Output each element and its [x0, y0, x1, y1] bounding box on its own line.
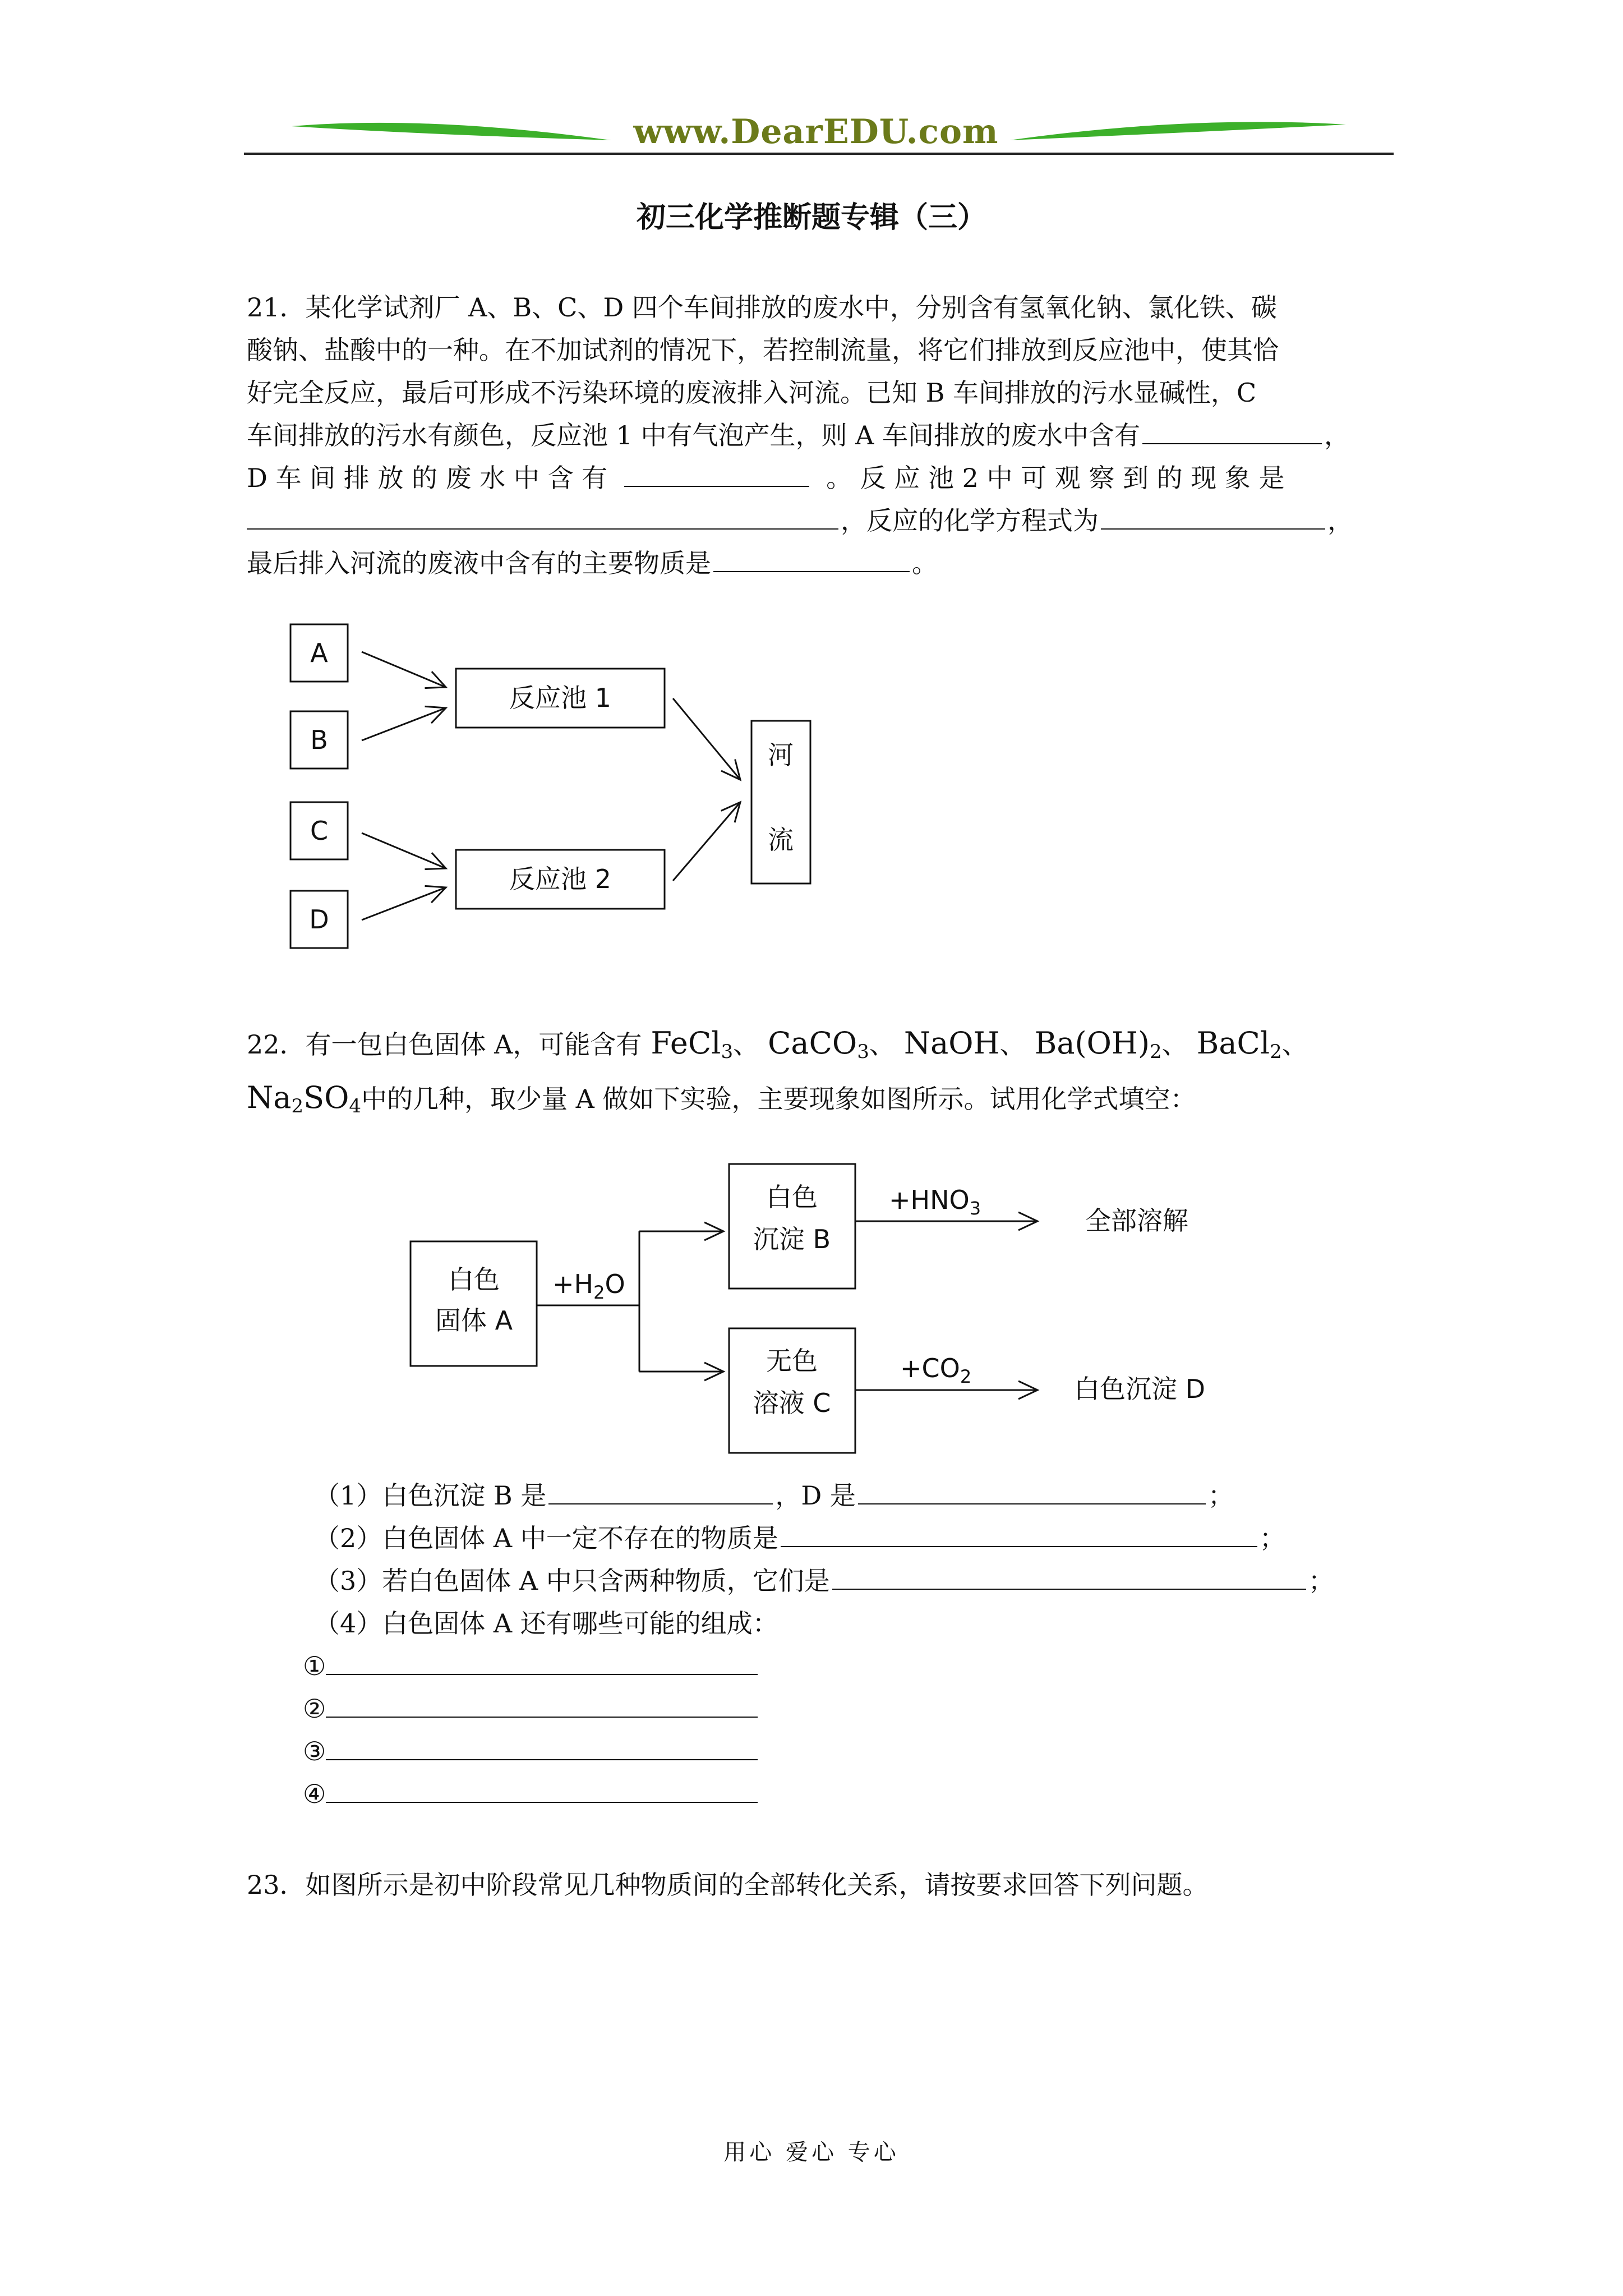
- answer-blank[interactable]: [832, 1583, 1306, 1590]
- q21-line-4: 车间排放的污水有颜色，反应池 1 中有气泡产生，则 A 车间排放的废水中含有 ，: [247, 420, 1350, 450]
- answer-blank[interactable]: [858, 1498, 1206, 1504]
- q22-line-2: $Na_2SO_4$ 中的几种，取少量 A 做如下实验，主要现象如图所示。试用化学式填空：: [247, 1076, 1391, 1128]
- source-label-b: B: [310, 725, 328, 755]
- answer-blank[interactable]: [781, 1540, 1257, 1547]
- answer-blank[interactable]: [624, 480, 809, 487]
- arrow-pool1-river: [673, 698, 740, 780]
- q23-text: 23．如图所示是初中阶段常见几种物质间的全部转化关系，请按要求回答下列问题。: [247, 1870, 1209, 1900]
- answer-blank[interactable]: [713, 565, 910, 572]
- arrow-b-pool1: [362, 708, 446, 740]
- source-box-c: [291, 802, 348, 859]
- answer-blank[interactable]: [548, 1498, 773, 1504]
- source-label-c: C: [310, 816, 329, 846]
- q22-item-2: （2）白色固体 A 中一定不存在的物质是 ；: [314, 1523, 1285, 1553]
- answer-blank[interactable]: [326, 1668, 758, 1675]
- q22-text: [247, 1022, 1391, 1128]
- answer-blank[interactable]: [247, 523, 838, 530]
- source-box-b: [291, 711, 348, 769]
- q21-text: [247, 286, 1391, 585]
- header-rule: [244, 153, 1394, 155]
- arrow-c-pool2: [362, 833, 446, 868]
- solid-a-box: [411, 1241, 537, 1366]
- option-2: ②: [303, 1687, 1447, 1730]
- q22-items: [314, 1474, 1458, 1645]
- arrow-pool2-river: [673, 802, 740, 881]
- formula-caco3: CaCO$_3$: [768, 1025, 869, 1063]
- hno3-label: $+HNO_3$: [889, 1185, 981, 1219]
- q22-line-1: 22．有一包白色固体 A，可能含有 FeCl$_3$ 、 CaCO$_3$ 、 NaOH 、 $Ba(OH)_2$ 、 BaCl$_2$ 、: [247, 1022, 1391, 1073]
- source-label-d: D: [309, 904, 329, 935]
- river-box: [751, 721, 810, 884]
- solid-a-label-2: 固体 A: [435, 1305, 513, 1336]
- pool-1-label: 反应池 1: [509, 683, 611, 713]
- page-footer: 用心 爱心 专心: [723, 2139, 900, 2165]
- sol-c-label-2: 溶液 C: [753, 1388, 831, 1418]
- q22-options: [303, 1645, 1447, 1815]
- formula-na2so4: $Na_2SO_4$: [247, 1080, 361, 1117]
- source-box-a: [291, 624, 348, 682]
- formula-baoh2: $Ba(OH)_2$: [1034, 1025, 1162, 1063]
- logo-swoosh-right: [1009, 122, 1346, 140]
- dissolve-label: 全部溶解: [1085, 1205, 1188, 1236]
- q22-item-4: （4）白色固体 A 还有哪些可能的组成：: [314, 1608, 778, 1639]
- q22-item-1: （1）白色沉淀 B 是 ，D 是 ；: [314, 1480, 1234, 1511]
- water-label: $+H_2O$: [552, 1269, 625, 1303]
- river-label-1: 河: [768, 740, 794, 770]
- q21-line-5: D 车 间 排 放 的 废 水 中 含 有 。 反 应 池 2 中 可 观 察 到 的 现 象 是: [247, 463, 1285, 493]
- q22-item-3: （3）若白色固体 A 中只含两种物质，它们是 ；: [314, 1566, 1334, 1596]
- q21-line-6: ，反应的化学方程式为 ，: [247, 499, 1391, 542]
- arrow-d-pool2: [362, 887, 446, 920]
- formula-naoh: NaOH: [903, 1025, 1000, 1061]
- header-site[interactable]: www.DearEDU.com: [633, 112, 999, 151]
- precip-b-label-2: 沉淀 B: [753, 1224, 831, 1254]
- option-3: ③: [303, 1730, 1447, 1773]
- river-label-2: 流: [768, 825, 794, 855]
- answer-blank[interactable]: [326, 1711, 758, 1718]
- page-title: 初三化学推断题专辑（三）: [636, 200, 986, 234]
- answer-blank[interactable]: [326, 1796, 758, 1803]
- sol-c-label-1: 无色: [766, 1346, 818, 1376]
- answer-blank[interactable]: [326, 1754, 758, 1760]
- q21-line-2: 酸钠、盐酸中的一种。在不加试剂的情况下，若控制流量，将它们排放到反应池中，使其恰: [247, 335, 1279, 365]
- option-1: ①: [303, 1645, 1447, 1687]
- option-4: ④: [303, 1773, 1447, 1815]
- precip-b-box: [729, 1164, 855, 1289]
- pool-2-label: 反应池 2: [509, 864, 611, 894]
- source-label-a: A: [310, 638, 328, 668]
- q21-line-1: 21．某化学试剂厂 A、B、C、D 四个车间排放的废水中，分别含有氢氧化钠、氯化铁、碳: [247, 292, 1277, 323]
- co2-label: $+CO_2$: [900, 1353, 972, 1387]
- logo-swoosh-left: [292, 123, 611, 140]
- source-box-d: [291, 891, 348, 948]
- arrow-a-pool1: [362, 652, 446, 687]
- q21-line-7: 最后排入河流的废液中含有的主要物质是 。: [247, 548, 938, 578]
- answer-blank[interactable]: [1101, 523, 1325, 530]
- solid-a-label-1: 白色: [448, 1264, 500, 1295]
- formula-bacl2: BaCl$_2$: [1196, 1025, 1282, 1063]
- precip-b-label-1: 白色: [766, 1182, 818, 1212]
- q21-line-3: 好完全反应，最后可形成不污染环境的废液排入河流。已知 B 车间排放的污水显碱性，C: [247, 378, 1257, 408]
- sol-c-box: [729, 1328, 855, 1453]
- pool-2-box: [456, 850, 665, 909]
- pool-1-box: [456, 669, 665, 728]
- formula-fecl3: FeCl$_3$: [651, 1025, 734, 1063]
- precip-d-label: 白色沉淀 D: [1074, 1374, 1206, 1404]
- answer-blank[interactable]: [1142, 438, 1322, 444]
